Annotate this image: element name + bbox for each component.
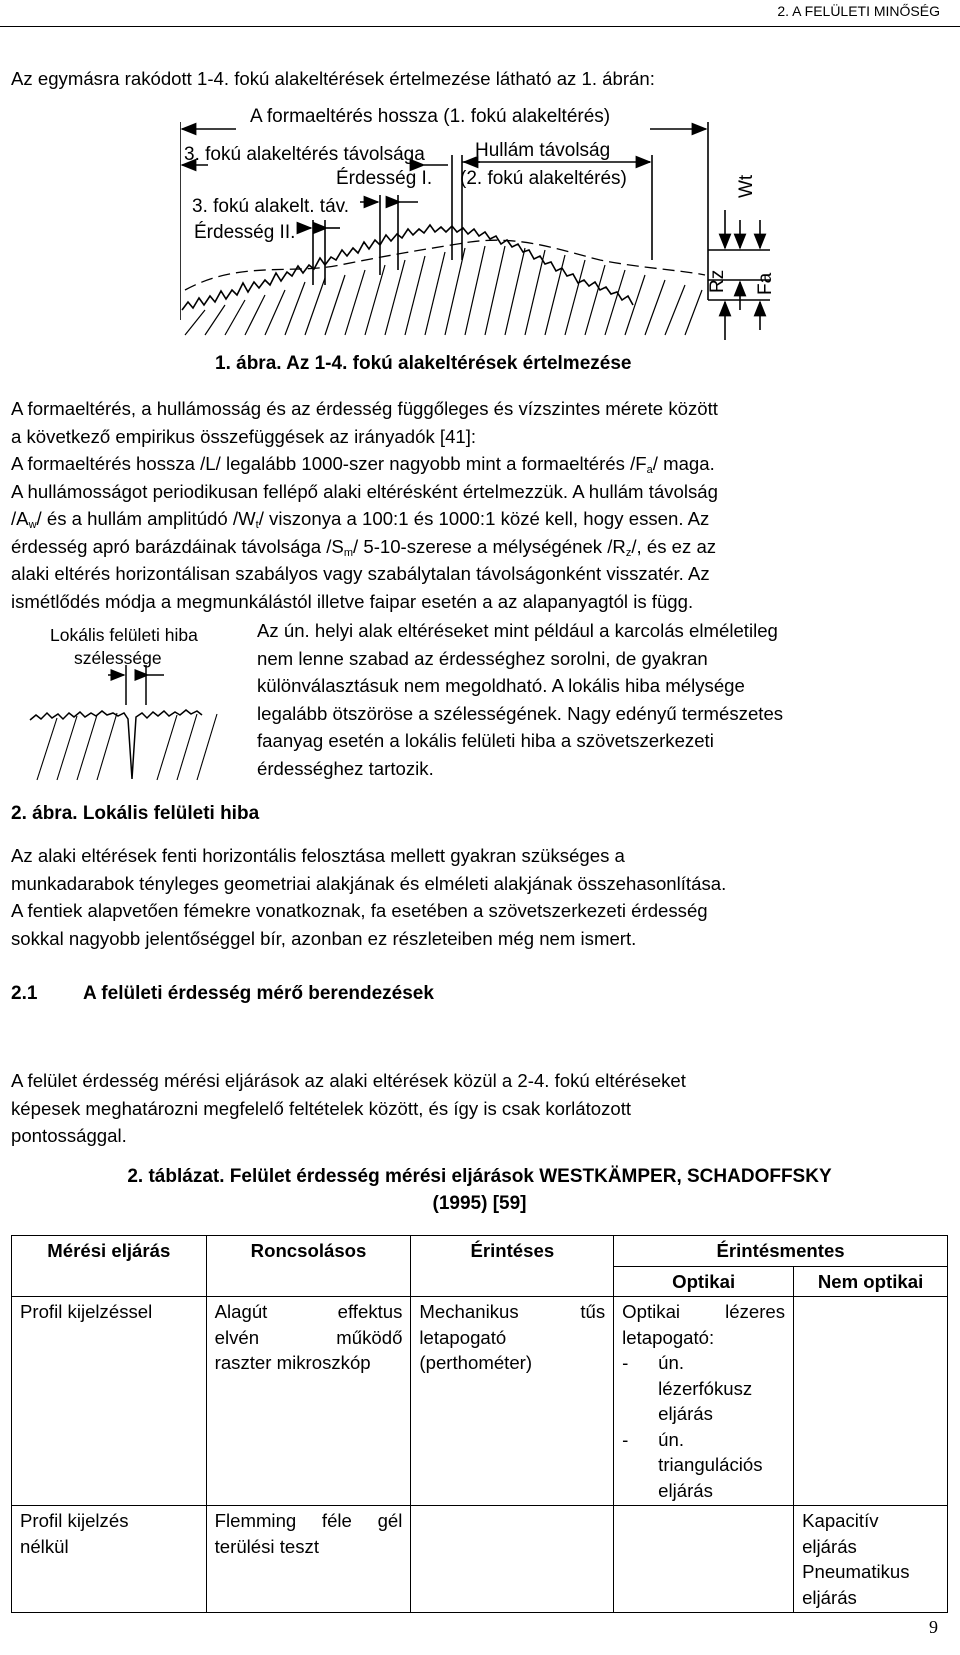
table-cell bbox=[206, 1297, 411, 1506]
p2-line: érdességhez tartozik. bbox=[257, 757, 434, 779]
table-cell bbox=[794, 1506, 948, 1613]
text: / 5-10-szerese a mélységének /R bbox=[353, 535, 626, 557]
cell-line: Pneumatikus bbox=[802, 1561, 910, 1582]
running-header bbox=[0, 0, 960, 27]
cell-line: eljárás bbox=[658, 1479, 713, 1501]
text: /, és ez az bbox=[631, 535, 717, 557]
text: A formaeltérés hossza /L/ legalább 1000-szer nagyobb mint a formaeltérés /F bbox=[11, 453, 647, 474]
cell-text: Optikai bbox=[622, 1301, 681, 1322]
text: érdesség apró barázdáinak távolsága /S bbox=[11, 535, 344, 557]
figure-2-caption: 2. ábra. Lokális felületi hiba bbox=[11, 803, 260, 824]
table-caption-line: (1995) [59] bbox=[432, 1193, 527, 1214]
table-cell bbox=[206, 1506, 411, 1613]
cell-line: letapogató bbox=[419, 1326, 507, 1348]
cell-text: elvén bbox=[214, 1326, 260, 1348]
table-cell bbox=[12, 1506, 207, 1613]
cell-line: letapogató: bbox=[622, 1326, 715, 1348]
section-title: A felületi érdesség mérő berendezések bbox=[83, 983, 434, 1004]
subscript: t bbox=[255, 519, 259, 531]
p3-line: munkadarabok tényleges geometriai alakjának és elméleti alakjának összehasonlítása. bbox=[11, 872, 727, 894]
cell-text: ún. bbox=[658, 1352, 685, 1373]
figure-1-caption: 1. ábra. Az 1-4. fokú alakeltérések értelmezése bbox=[215, 353, 632, 374]
fig2-label-1: Lokális felületi hiba bbox=[50, 625, 198, 645]
cell-line: raszter mikroszkóp bbox=[214, 1352, 371, 1373]
cell-line: terülési teszt bbox=[214, 1535, 319, 1557]
table-cell bbox=[12, 1297, 207, 1506]
text: /A bbox=[11, 508, 29, 529]
label-Wt: Wt bbox=[736, 174, 757, 198]
table-row bbox=[12, 1297, 948, 1506]
table-header-row bbox=[12, 1236, 948, 1267]
header-cell: Optikai bbox=[614, 1266, 794, 1297]
table-caption bbox=[11, 1163, 948, 1217]
table-caption-line: 2. táblázat. Felület érdesség mérési eljárások WESTKÄMPER, SCHADOFFSKY bbox=[127, 1166, 832, 1187]
p1-line bbox=[11, 533, 948, 561]
cell-line: lézerfókusz bbox=[658, 1377, 753, 1399]
cell-line bbox=[622, 1427, 785, 1453]
subscript: a bbox=[646, 464, 653, 476]
figure-2 bbox=[22, 620, 242, 790]
p1-line bbox=[11, 505, 948, 533]
cell-text: féle bbox=[321, 1510, 352, 1531]
table-row bbox=[12, 1506, 948, 1613]
header-cell: Roncsolásos bbox=[206, 1236, 411, 1297]
p1-line: ismétlődés módja a megmunkálástól illetve faipar esetén a az alapanyagtól is függ. bbox=[11, 590, 694, 612]
text: / maga. bbox=[652, 453, 715, 474]
cell-line bbox=[622, 1350, 785, 1376]
intro-text: Az egymásra rakódott 1-4. fokú alakeltérések értelmezése látható az 1. ábrán: bbox=[11, 68, 655, 89]
cell-text: effektus bbox=[337, 1301, 403, 1322]
p3-line: sokkal nagyobb jelentőséggel bír, azonban ez részleteiben még nem ismert. bbox=[11, 927, 637, 949]
table-cell bbox=[411, 1297, 614, 1506]
cell-line: nélkül bbox=[20, 1535, 69, 1557]
p3-line: Az alaki eltérések fenti horizontális felosztása mellett gyakran szükséges a bbox=[11, 845, 625, 866]
cell-text: ún. bbox=[658, 1428, 685, 1450]
p4-line: A felület érdesség mérési eljárások az alaki eltérések közül a 2-4. fokú eltéréseket bbox=[11, 1070, 686, 1091]
cell-line: triangulációs bbox=[658, 1454, 763, 1475]
section-number: 2.1 bbox=[11, 983, 38, 1004]
paragraph-1 bbox=[11, 395, 948, 615]
table-cell bbox=[411, 1506, 614, 1613]
text: / és a hullám amplitúdó /W bbox=[36, 508, 256, 529]
table-cell bbox=[614, 1506, 794, 1613]
cell-line: eljárás bbox=[802, 1535, 857, 1557]
header-cell: Mérési eljárás bbox=[12, 1236, 207, 1297]
p1-line: A formaeltérés, a hullámosság és az érdesség függőleges és vízszintes mérete között bbox=[11, 398, 718, 419]
p1-line: alaki eltérés horizontálisan szabályos vagy szabálytalan távolságonként visszatér. Az bbox=[11, 563, 710, 584]
p1-line bbox=[11, 450, 948, 478]
p2-line: nem lenne szabad az érdességhez sorolni, de gyakran bbox=[257, 647, 708, 669]
cell-text: - bbox=[622, 1352, 629, 1373]
cell-line bbox=[622, 1299, 785, 1325]
p3-line: A fentiek alapvetően fémekre vonatkoznak, fa esetében a szövetszerkezeti érdesség bbox=[11, 900, 708, 921]
cell-line: eljárás bbox=[802, 1586, 857, 1608]
p2-line: legalább ötszöröse a szélességének. Nagy edényű természetes bbox=[257, 702, 784, 724]
subscript: m bbox=[343, 546, 354, 559]
cell-line: Profil kijelzés bbox=[20, 1510, 129, 1531]
p1-line: a következő empirikus összefüggések az irányadók [41]: bbox=[11, 425, 477, 447]
cell-text: Profil kijelzéssel bbox=[20, 1301, 153, 1322]
cell-text: működő bbox=[336, 1326, 403, 1348]
header-cell: Érintéses bbox=[411, 1236, 614, 1297]
cell-text: Flemming bbox=[214, 1510, 297, 1531]
cell-line: Kapacitív bbox=[802, 1510, 879, 1531]
cell-text: gél bbox=[377, 1510, 403, 1531]
label-erdesseg-2: Érdesség II. bbox=[194, 222, 296, 243]
paragraph-3 bbox=[11, 842, 948, 952]
cell-line: (perthométer) bbox=[419, 1352, 533, 1373]
methods-table bbox=[11, 1235, 948, 1613]
cell-line: eljárás bbox=[658, 1403, 713, 1424]
page-number: 9 bbox=[929, 1617, 938, 1637]
cell-text: - bbox=[622, 1428, 629, 1450]
p2-line: Az ún. helyi alak eltéréseket mint például a karcolás elméletileg bbox=[257, 620, 778, 641]
label-formaelteres: A formaeltérés hossza (1. fokú alakeltérés) bbox=[250, 106, 611, 127]
label-3fok-tavolsaga: 3. fokú alakeltérés távolsága bbox=[184, 144, 425, 165]
running-title: 2. A FELÜLETI MINŐSÉG bbox=[777, 3, 940, 19]
subscript: z bbox=[625, 546, 632, 559]
subscript: w bbox=[28, 519, 37, 531]
label-3fok-alakelt: 3. fokú alakelt. táv. bbox=[192, 196, 350, 217]
p2-line: különválasztásuk nem megoldható. A lokális hiba mélysége bbox=[257, 675, 745, 696]
cell-line bbox=[215, 1325, 403, 1351]
cell-text: tűs bbox=[580, 1301, 606, 1322]
p2-line: faanyag esetén a lokális felületi hiba a szövetszerkezeti bbox=[257, 730, 714, 751]
cell-line bbox=[215, 1299, 403, 1325]
cell-line bbox=[419, 1299, 605, 1325]
text: / viszonya a 100:1 és 1000:1 közé kell, hogy essen. Az bbox=[258, 508, 710, 529]
cell-text: Mechanikus bbox=[419, 1301, 519, 1322]
label-hullam-tavolsag: Hullám távolság bbox=[475, 140, 611, 161]
header-cell: Érintésmentes bbox=[614, 1236, 948, 1267]
label-2fok: (2. fokú alakeltérés) bbox=[460, 168, 627, 189]
fig2-label-2: szélessége bbox=[74, 648, 162, 668]
p4-line: pontossággal. bbox=[11, 1125, 127, 1146]
paragraph-4 bbox=[11, 1067, 948, 1150]
header-cell: Nem optikai bbox=[794, 1266, 948, 1297]
cell-line bbox=[215, 1508, 403, 1534]
table-cell bbox=[614, 1297, 794, 1506]
label-erdesseg-1: Érdesség I. bbox=[336, 168, 433, 189]
cell-text: Alagút bbox=[214, 1301, 268, 1322]
table-cell bbox=[794, 1297, 948, 1506]
label-Rz: Rz bbox=[707, 269, 728, 293]
cell-text: lézeres bbox=[725, 1301, 786, 1322]
p4-line: képesek meghatározni megfelelő feltételek között, és így is csak korlátozott bbox=[11, 1097, 632, 1119]
p1-line: A hullámosságot periodikusan fellépő alaki eltérésként értelmezzük. A hullám távolság bbox=[11, 480, 718, 502]
label-Fa: Fa bbox=[755, 272, 776, 295]
figure-1 bbox=[180, 106, 800, 350]
paragraph-2 bbox=[257, 617, 948, 782]
